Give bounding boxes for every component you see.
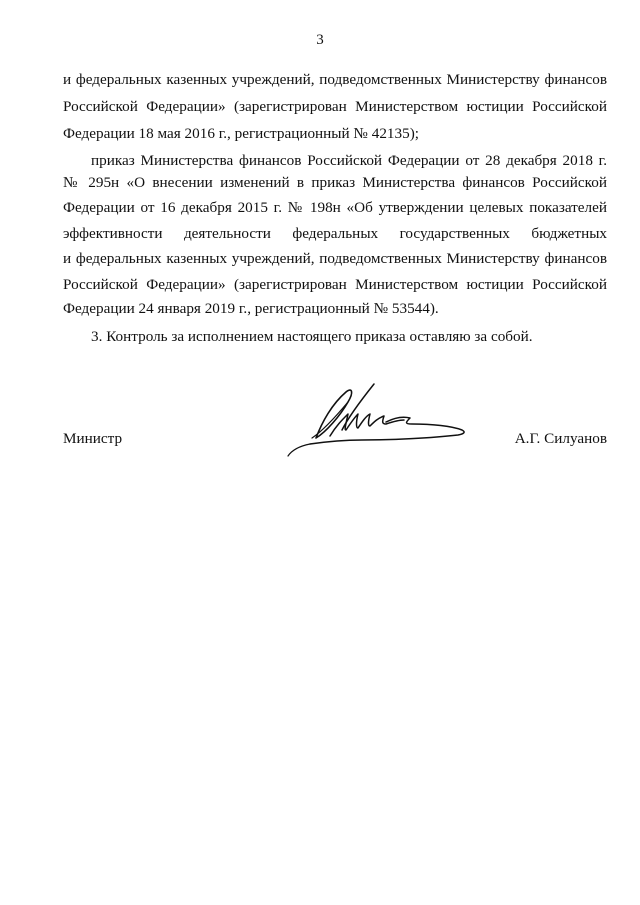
text-line: № 295н «О внесении изменений в приказ Министерства финансов Российской [63,174,607,191]
page-number: 3 [316,32,324,48]
text-line: Российской Федерации» (зарегистрирован Министерством юстиции Российской [63,276,607,293]
text-line: и федеральных казенных учреждений, подведомственных Министерству финансов [63,71,607,88]
handwritten-signature [282,378,478,468]
signer-name: А.Г. Силуанов [514,430,607,447]
signer-role: Министр [63,430,123,447]
text-line: эффективности деятельности федеральных государственных бюджетных [63,225,607,242]
text-line: Федерации от 16 декабря 2015 г. № 198н «Об утверждении целевых показателей [63,199,607,216]
signature-block [0,430,640,490]
text-line: Федерации 18 мая 2016 г., регистрационный № 42135); [63,125,419,142]
text-line: Российской Федерации» (зарегистрирован Министерством юстиции Российской [63,98,607,115]
text-line: Федерации 24 января 2019 г., регистрационный № 53544). [63,300,439,317]
text-line: и федеральных казенных учреждений, подведомственных Министерству финансов [63,250,607,267]
text-line: приказ Министерства финансов Российской Федерации от 28 декабря 2018 г. [91,152,607,169]
text-line: 3. Контроль за исполнением настоящего приказа оставляю за собой. [91,328,533,345]
